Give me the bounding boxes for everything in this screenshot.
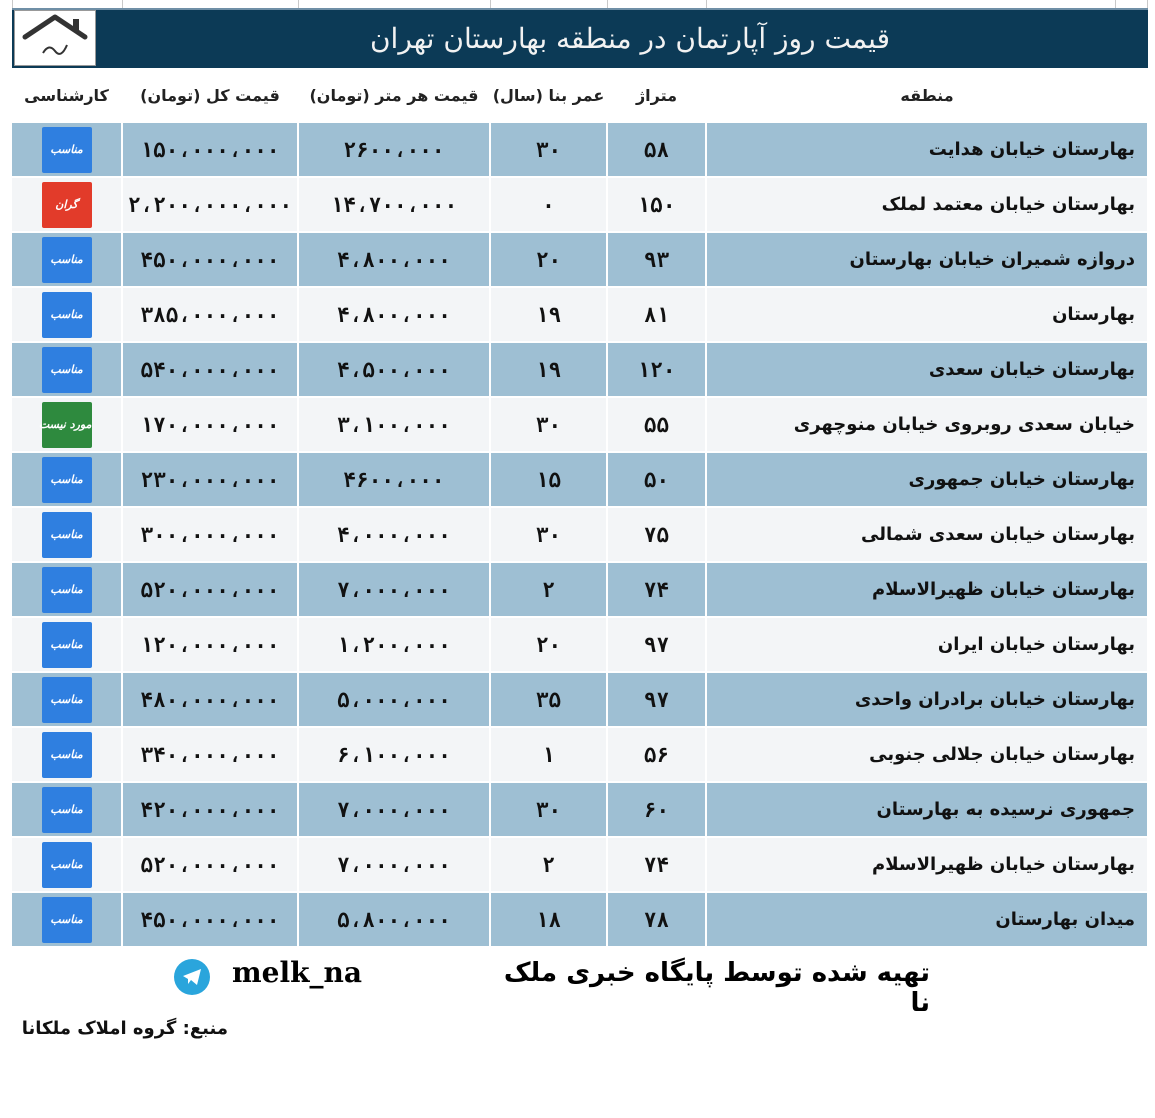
area-cell: ۹۷	[607, 617, 706, 672]
table-row	[12, 342, 1148, 397]
verdict-badge: مناسب	[42, 237, 92, 283]
verdict-badge: مناسب	[42, 567, 92, 613]
verdict-badge: مناسب	[42, 127, 92, 173]
region-cell: بهارستان خیابان هدایت	[706, 123, 1148, 177]
verdict-badge: مناسب	[42, 512, 92, 558]
price-per-meter-cell: ۴،۸۰۰،۰۰۰	[298, 232, 490, 287]
table-row	[12, 123, 1148, 177]
assessment-cell	[12, 287, 122, 342]
area-cell: ۵۰	[607, 452, 706, 507]
total-price-cell: ۲،۲۰۰،۰۰۰،۰۰۰	[122, 177, 298, 232]
age-cell: ۲۰	[490, 617, 607, 672]
table-row	[12, 452, 1148, 507]
table-row	[12, 672, 1148, 727]
total-price-cell: ۱۵۰،۰۰۰،۰۰۰	[122, 123, 298, 177]
table-row	[12, 177, 1148, 232]
total-price-cell: ۳۴۰،۰۰۰،۰۰۰	[122, 727, 298, 782]
age-cell: ۲۰	[490, 232, 607, 287]
source-text: منبع: گروه املاک ملکانا	[21, 1018, 228, 1039]
region-cell: جمهوری نرسیده به بهارستان	[706, 782, 1148, 837]
total-price-cell: ۳۰۰،۰۰۰،۰۰۰	[122, 507, 298, 562]
verdict-badge: مناسب	[42, 897, 92, 943]
price-per-meter-cell: ۷،۰۰۰،۰۰۰	[298, 562, 490, 617]
total-price-cell: ۵۲۰،۰۰۰،۰۰۰	[122, 837, 298, 892]
region-cell: بهارستان خیابان جلالی جنوبی	[706, 727, 1148, 782]
table-row	[12, 892, 1148, 947]
col-assessment: کارشناسی	[12, 68, 122, 123]
region-cell: بهارستان خیابان سعدی شمالی	[706, 507, 1148, 562]
area-cell: ۵۸	[607, 123, 706, 177]
region-cell: بهارستان	[706, 287, 1148, 342]
price-per-meter-cell: ۱۴،۷۰۰،۰۰۰	[298, 177, 490, 232]
region-cell: بهارستان خیابان جمهوری	[706, 452, 1148, 507]
area-cell: ۹۷	[607, 672, 706, 727]
table-row	[12, 837, 1148, 892]
col-total-price: قیمت کل (تومان)	[122, 68, 298, 123]
area-cell: ۷۴	[607, 837, 706, 892]
total-price-cell: ۴۵۰،۰۰۰،۰۰۰	[122, 232, 298, 287]
assessment-cell	[12, 123, 122, 177]
area-cell: ۸۱	[607, 287, 706, 342]
credit-text: تهیه شده توسط پایگاه خبری ملک نا	[503, 958, 930, 1018]
verdict-badge: مناسب	[42, 622, 92, 668]
assessment-cell	[12, 397, 122, 452]
price-per-meter-cell: ۱،۲۰۰،۰۰۰	[298, 617, 490, 672]
telegram-handle: melk_na	[232, 956, 362, 989]
price-table	[12, 68, 1149, 948]
table-header-row	[12, 68, 1148, 123]
verdict-badge: مناسب	[42, 292, 92, 338]
age-cell: ۳۵	[490, 672, 607, 727]
area-cell: ۷۵	[607, 507, 706, 562]
price-per-meter-cell: ۲۶۰۰،۰۰۰	[298, 123, 490, 177]
col-price-per-meter: قیمت هر متر (تومان)	[298, 68, 490, 123]
table-row	[12, 507, 1148, 562]
age-cell: ۳۰	[490, 507, 607, 562]
price-per-meter-cell: ۴،۵۰۰،۰۰۰	[298, 342, 490, 397]
area-cell: ۷۴	[607, 562, 706, 617]
house-logo-icon	[15, 11, 95, 65]
region-cell: بهارستان خیابان برادران واحدی	[706, 672, 1148, 727]
age-cell: ۱۵	[490, 452, 607, 507]
age-cell: ۰	[490, 177, 607, 232]
age-cell: ۱	[490, 727, 607, 782]
price-per-meter-cell: ۷،۰۰۰،۰۰۰	[298, 782, 490, 837]
region-cell: دروازه شمیران خیابان بهارستان	[706, 232, 1148, 287]
verdict-badge: مناسب	[42, 787, 92, 833]
table-row	[12, 727, 1148, 782]
assessment-cell	[12, 892, 122, 947]
price-per-meter-cell: ۶،۱۰۰،۰۰۰	[298, 727, 490, 782]
total-price-cell: ۲۳۰،۰۰۰،۰۰۰	[122, 452, 298, 507]
age-cell: ۳۰	[490, 397, 607, 452]
verdict-badge: مناسب	[42, 842, 92, 888]
assessment-cell	[12, 672, 122, 727]
price-per-meter-cell: ۴،۸۰۰،۰۰۰	[298, 287, 490, 342]
assessment-cell	[12, 782, 122, 837]
col-area: متراژ	[607, 68, 706, 123]
price-per-meter-cell: ۷،۰۰۰،۰۰۰	[298, 837, 490, 892]
region-cell: بهارستان خیابان ظهیرالاسلام	[706, 837, 1148, 892]
verdict-badge: مناسب	[42, 677, 92, 723]
total-price-cell: ۴۲۰،۰۰۰،۰۰۰	[122, 782, 298, 837]
total-price-cell: ۵۴۰،۰۰۰،۰۰۰	[122, 342, 298, 397]
area-cell: ۱۲۰	[607, 342, 706, 397]
verdict-badge: مناسب	[42, 732, 92, 778]
region-cell: بهارستان خیابان معتمد لملک	[706, 177, 1148, 232]
age-cell: ۱۹	[490, 287, 607, 342]
verdict-badge: گران	[42, 182, 92, 228]
top-strip	[0, 0, 1155, 8]
area-cell: ۵۵	[607, 397, 706, 452]
table-row	[12, 232, 1148, 287]
total-price-cell: ۵۲۰،۰۰۰،۰۰۰	[122, 562, 298, 617]
age-cell: ۲	[490, 837, 607, 892]
region-cell: بهارستان خیابان سعدی	[706, 342, 1148, 397]
price-per-meter-cell: ۴،۰۰۰،۰۰۰	[298, 507, 490, 562]
price-per-meter-cell: ۵،۸۰۰،۰۰۰	[298, 892, 490, 947]
age-cell: ۱۹	[490, 342, 607, 397]
assessment-cell	[12, 232, 122, 287]
price-per-meter-cell: ۵،۰۰۰،۰۰۰	[298, 672, 490, 727]
total-price-cell: ۴۸۰،۰۰۰،۰۰۰	[122, 672, 298, 727]
age-cell: ۳۰	[490, 782, 607, 837]
verdict-badge: مناسب	[42, 347, 92, 393]
table-body	[12, 123, 1148, 947]
assessment-cell	[12, 342, 122, 397]
title-bar	[12, 8, 1148, 68]
table-row	[12, 562, 1148, 617]
total-price-cell: ۴۵۰،۰۰۰،۰۰۰	[122, 892, 298, 947]
region-cell: بهارستان خیابان ظهیرالاسلام	[706, 562, 1148, 617]
age-cell: ۱۸	[490, 892, 607, 947]
assessment-cell	[12, 507, 122, 562]
total-price-cell: ۱۷۰،۰۰۰،۰۰۰	[122, 397, 298, 452]
table-row	[12, 782, 1148, 837]
age-cell: ۲	[490, 562, 607, 617]
table-row	[12, 287, 1148, 342]
telegram-icon	[174, 959, 210, 995]
area-cell: ۶۰	[607, 782, 706, 837]
assessment-cell	[12, 562, 122, 617]
total-price-cell: ۱۲۰،۰۰۰،۰۰۰	[122, 617, 298, 672]
region-cell: خیابان سعدی روبروی خیابان منوچهری	[706, 397, 1148, 452]
age-cell: ۳۰	[490, 123, 607, 177]
assessment-cell	[12, 617, 122, 672]
price-per-meter-cell: ۴۶۰۰،۰۰۰	[298, 452, 490, 507]
verdict-badge: مناسب	[42, 457, 92, 503]
col-age: عمر بنا (سال)	[490, 68, 607, 123]
area-cell: ۵۶	[607, 727, 706, 782]
total-price-cell: ۳۸۵،۰۰۰،۰۰۰	[122, 287, 298, 342]
area-cell: ۹۳	[607, 232, 706, 287]
region-cell: میدان بهارستان	[706, 892, 1148, 947]
table-row	[12, 617, 1148, 672]
melkna-logo	[14, 10, 96, 66]
assessment-cell	[12, 177, 122, 232]
page-title: قیمت روز آپارتمان در منطقه بهارستان تهران	[369, 22, 890, 55]
col-region: منطقه	[706, 68, 1148, 123]
verdict-badge: مورد نیست	[42, 402, 92, 448]
price-per-meter-cell: ۳،۱۰۰،۰۰۰	[298, 397, 490, 452]
assessment-cell	[12, 452, 122, 507]
table-row	[12, 397, 1148, 452]
assessment-cell	[12, 837, 122, 892]
region-cell: بهارستان خیابان ایران	[706, 617, 1148, 672]
area-cell: ۱۵۰	[607, 177, 706, 232]
assessment-cell	[12, 727, 122, 782]
area-cell: ۷۸	[607, 892, 706, 947]
